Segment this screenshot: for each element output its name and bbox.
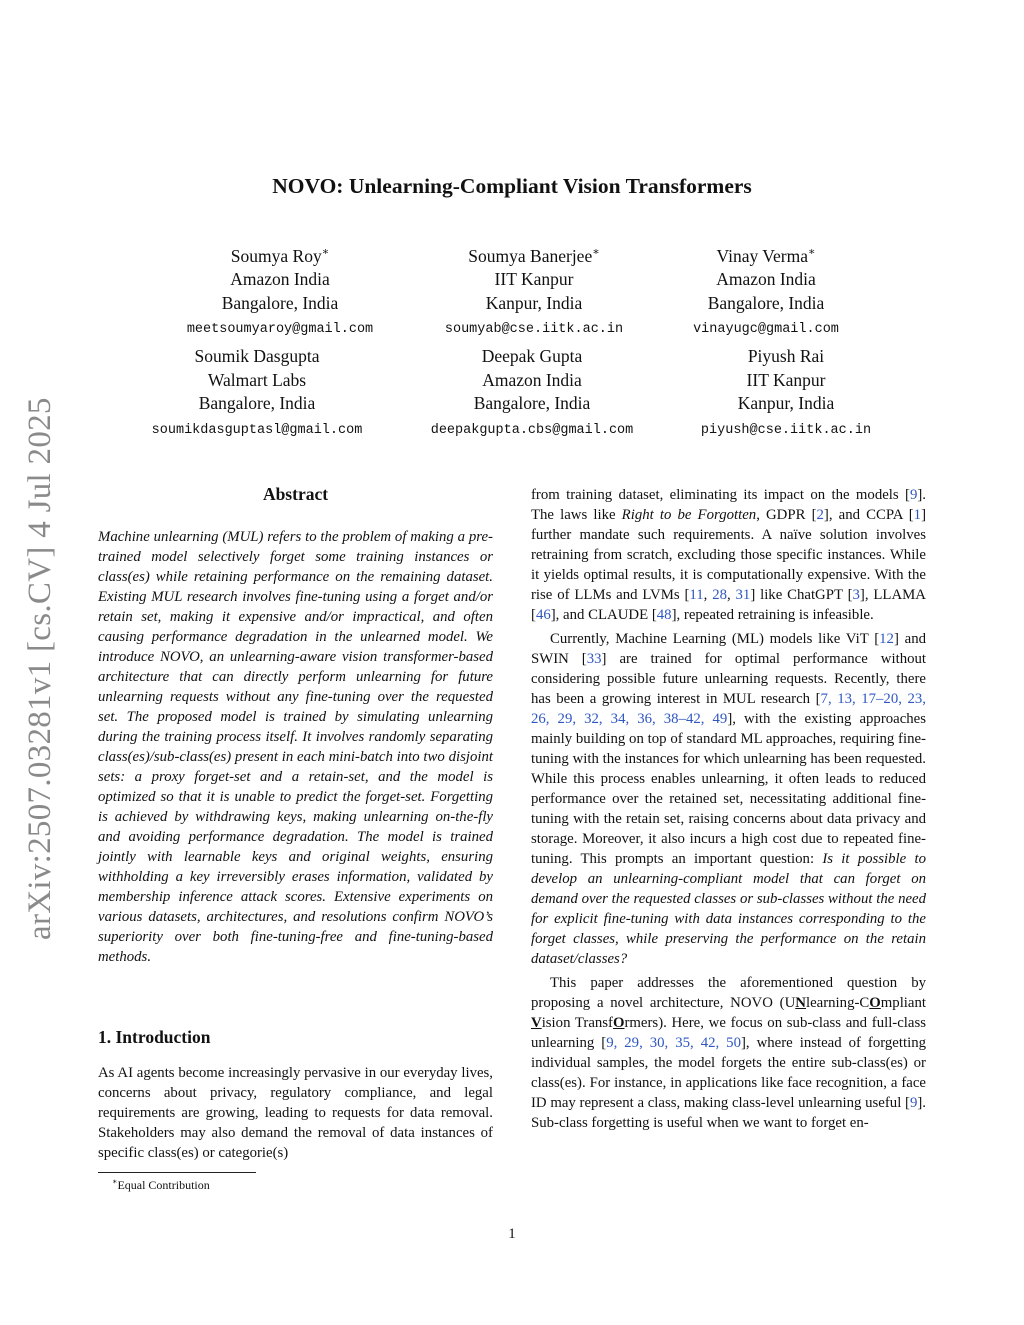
author-mark: ∗	[807, 246, 816, 258]
author-email[interactable]: deepakgupta.cbs@gmail.com	[430, 422, 634, 438]
author-email[interactable]: piyush@cse.iitk.ac.in	[700, 422, 872, 438]
acronym-letter: O	[869, 995, 881, 1011]
author-block	[107, 345, 407, 442]
author-mark: ∗	[321, 246, 330, 258]
author-email[interactable]: meetsoumyaroy@gmail.com	[186, 322, 374, 338]
citation-link[interactable]: 46	[535, 607, 551, 623]
text-run: ision Transf	[541, 1015, 613, 1031]
author-name: Deepak Gupta	[481, 346, 583, 366]
emphasis-text: Right to be Forgotten	[621, 507, 757, 523]
acronym-letter: O	[612, 1015, 625, 1031]
citation-link[interactable]: 33	[586, 651, 602, 667]
text-run: ], where instead of forgetting individual samples, the model forgets the entire sub-class(es) or class(es). For instance, in applications like face recognition, a face ID may represent a class, making class-level unlearning useful [	[531, 1035, 926, 1111]
author-affiliation: Amazon India	[230, 269, 330, 290]
text-run: rmers). Here, we focus on sub-class and full-class unlearning [	[531, 1015, 926, 1051]
citation-link[interactable]: 1	[913, 507, 922, 523]
text-run: ], repeated retraining is infeasible.	[671, 607, 874, 623]
citation-link[interactable]: 9	[909, 487, 918, 503]
paper-title: NOVO: Unlearning-Compliant Vision Transformers	[272, 174, 752, 198]
citation-link[interactable]: 31	[735, 587, 751, 603]
text-run: from training dataset, eliminating its impact on the models [	[531, 487, 910, 503]
text-run: mpliant	[880, 995, 926, 1011]
right-column-text	[531, 485, 926, 1137]
author-email[interactable]: soumyab@cse.iitk.ac.in	[444, 322, 624, 338]
author-affiliation: Amazon India	[716, 269, 816, 290]
citation-links[interactable]: 7, 13, 17–20, 23, 26, 29, 32, 34, 36, 38–42, 49	[531, 691, 926, 727]
acronym-letter: V	[531, 1015, 542, 1031]
author-name: Soumya Roy	[230, 245, 322, 266]
citation-link[interactable]: 48	[656, 607, 672, 623]
section-heading-introduction: 1. Introduction	[98, 1027, 211, 1047]
author-name: Piyush Rai	[747, 346, 825, 366]
text-run: This paper addresses the aforementioned question by proposing a novel architecture, NOVO (U	[531, 975, 926, 1011]
research-question: Is it possible to develop an unlearning-compliant model that can forget on demand over the requested classes or sub-classes without the need for explicit fine-tuning with data instances corresponding to the forget classes, while preserving the performance on the retain dataset/classes?	[531, 851, 926, 967]
text-run: ] are trained for optimal performance without considering possible future unlearning requests. Recently, there has been a growing interest in MUL research [	[531, 651, 926, 707]
author-name: Vinay Verma	[716, 245, 808, 266]
paragraph	[531, 973, 926, 1133]
author-email[interactable]: vinayugc@gmail.com	[693, 322, 839, 338]
author-affiliation: Amazon India	[482, 369, 582, 390]
author-name: Soumya Banerjee	[468, 245, 593, 266]
arxiv-identifier-stamp: arXiv:2507.03281v1 [cs.CV] 4 Jul 2025	[22, 397, 58, 940]
text-run: Currently, Machine Learning (ML) models like ViT [	[550, 631, 880, 647]
text-run: ], with the existing approaches mainly building on top of standard ML approaches, requiring fine-tuning with the instances for which unlearning has been requested. While this process enables unlearning, it often leads to reduced performance over the retained set, necessitating additional fine-tuning with the retain set, raising concerns about data privacy and storage. Moreover, it also incurs a high cost due to repeated fine-tuning. This prompts an important question:	[531, 711, 926, 867]
text-run: ] further mandate such requirements. A naïve solution involves retraining from scratch, excluding those specific instances. While it yields optimal results, it is computationally expensive. With the rise of LLMs and LVMs [	[531, 507, 927, 603]
author-location: Kanpur, India	[485, 292, 583, 313]
footnote	[112, 1177, 210, 1193]
introduction-text: As AI agents become increasingly pervasive in our everyday lives, concerns about privacy, regulatory compliance, and legal requirements are growing, leading to requests for data removal. Stakeholders may also demand the removal of data instances of specific class(es) or categorie(s)	[98, 1065, 493, 1161]
citation-link[interactable]: 28	[712, 587, 727, 603]
citation-link[interactable]: 2	[816, 507, 824, 523]
author-email[interactable]: soumikdasguptasl@gmail.com	[151, 422, 363, 438]
citation-link[interactable]: 3	[852, 587, 860, 603]
citation-link[interactable]: 11	[689, 587, 704, 603]
author-block	[616, 241, 916, 342]
text-run: ]. The laws like	[531, 487, 926, 523]
citation-links[interactable]: 9, 29, 30, 35, 42, 50	[606, 1035, 741, 1051]
footnote-text: Equal Contribution	[117, 1178, 210, 1192]
footnote-divider	[98, 1172, 256, 1173]
footnote-mark: ∗	[112, 1177, 118, 1186]
author-location: Bangalore, India	[198, 393, 316, 413]
author-location: Kanpur, India	[737, 393, 835, 413]
author-affiliation: Walmart Labs	[207, 369, 307, 390]
author-affiliation: IIT Kanpur	[746, 369, 826, 390]
citation-link[interactable]: 12	[879, 631, 894, 647]
author-location: Bangalore, India	[473, 393, 591, 413]
text-run: ], and CCPA [	[823, 507, 914, 523]
author-affiliation: IIT Kanpur	[494, 269, 574, 290]
paragraph	[531, 629, 926, 969]
text-run: ] like ChatGPT [	[750, 587, 853, 603]
text-run: ]. Sub-class forgetting is useful when we want to forget en-	[531, 1095, 926, 1131]
text-run: ] and SWIN [	[531, 631, 926, 667]
page-number: 1	[508, 1226, 516, 1242]
author-block	[636, 345, 936, 442]
abstract-heading: Abstract	[262, 484, 329, 504]
text-run: ], and CLAUDE [	[550, 607, 657, 623]
text-run: learning-C	[805, 995, 870, 1011]
abstract-text: Machine unlearning (MUL) refers to the problem of making a pre-trained model selectively forget some training instances or class(es) while retaining performance on the remaining dataset. Existing MUL research involves fine-tuning using a forget and/or retain set, making it expensive and/or impractical, and often causing performance degradation in the unlearned model. We introduce NOVO, an unlearning-aware vision transformer-based architecture that can directly perform unlearning for future unlearning requests without any fine-tuning over the requested set. The proposed model is trained by simulating unlearning during the training process itself. It involves randomly separating class(es)/sub-class(es) present in each mini-batch into two disjoint sets: a proxy forget-set and a retain-set, and the model is optimized so that it is unable to predict the forget-set. Forgetting is achieved by withdrawing keys, making unlearning on-the-fly and avoiding performance degradation. The model is trained jointly with learnable keys and original weights, ensuring withholding a key irreversibly erases information, validated by membership inference attack scores. Extensive experiments on various datasets, architectures, and resolutions confirm NOVO’s superiority over both fine-tuning-free and fine-tuning-based methods.	[98, 529, 493, 965]
author-location: Bangalore, India	[221, 292, 339, 313]
author-name: Soumik Dasgupta	[194, 346, 320, 366]
acronym-letter: N	[795, 995, 806, 1011]
author-mark: ∗	[592, 246, 600, 258]
citation-link[interactable]: 9	[909, 1095, 918, 1111]
text-run: , GDPR [	[756, 507, 817, 523]
text-run: ], LLAMA [	[531, 587, 926, 623]
author-location: Bangalore, India	[707, 292, 825, 313]
paragraph: from training dataset, eliminating its impact on the models [9]. The laws like Right to be Forgotten, GDPR [2], and CCPA [1] further mandate such requirements. A naïve solution involves retraining from scratch, excluding those specific instances. While it yields optimal results, it is computationally expensive. With the rise of LLMs and LVMs [11, 28, 31] like ChatGPT [3], LLAMA [46], and CLAUDE [48], repeated retraining is infeasible.	[531, 487, 927, 623]
